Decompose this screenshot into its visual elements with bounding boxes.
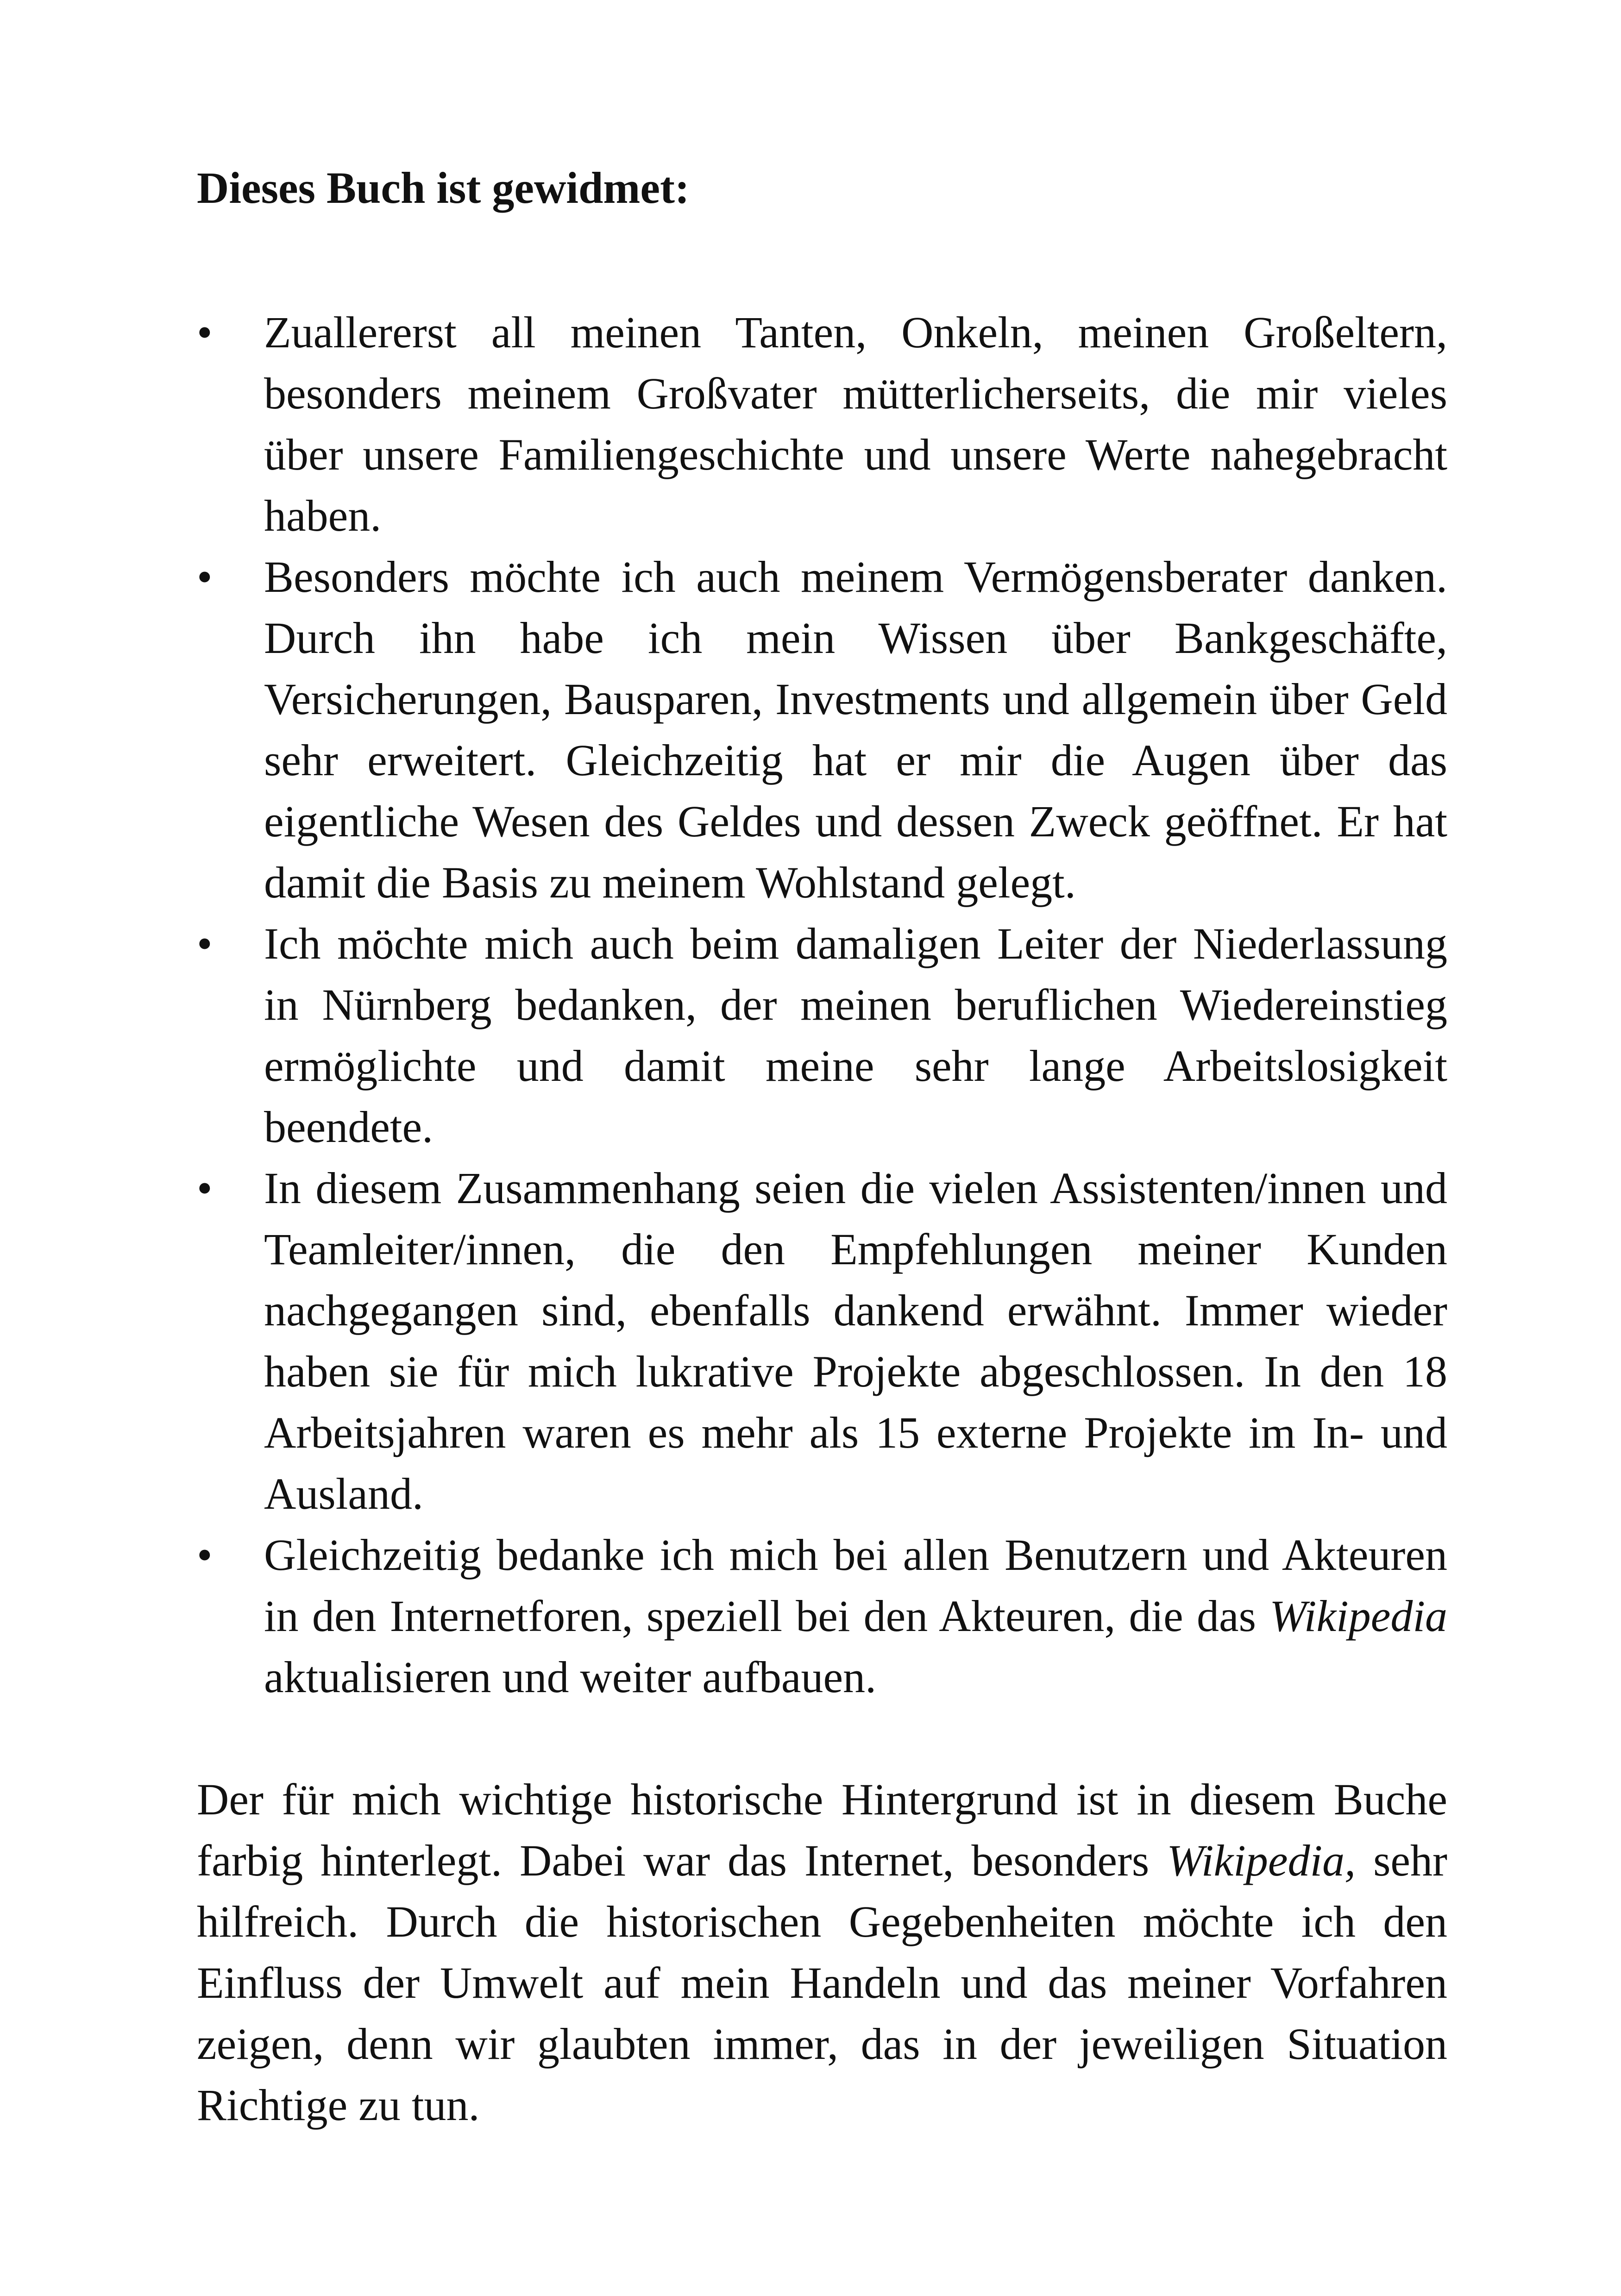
dedication-item-5 [197,1524,1447,1708]
dedication-text: Zuallererst all meinen Tanten, Onkeln, meinen Großeltern, besonders meinem Großvater mütterlicherseits, die mir vieles über unsere Familiengeschichte und unsere Werte nahegebracht haben. [264,307,1447,540]
dedication-italic-term: Wikipedia [1269,1591,1447,1641]
dedication-text: Besonders möchte ich auch meinem Vermögensberater danken. Durch ihn habe ich mein Wissen über Bankgeschäfte, Versicherungen, Bausparen, Investments und allgemein über Geld sehr erweitert. Gleichzeitig hat er mir die Augen über das eigentliche Wesen des Geldes und dessen Zweck geöffnet. Er hat damit die Basis zu meinem Wohlstand gelegt. [264,552,1447,907]
dedication-heading: Dieses Buch ist gewidmet: [197,163,690,213]
bullet-icon: • [197,919,213,968]
closing-italic-term: Wikipedia, [1167,1836,1356,1885]
dedication-item-3 [197,913,1447,1158]
dedication-text: aktualisieren und weiter aufbauen. [264,1652,877,1702]
dedication-item-2 [197,546,1447,913]
bullet-icon: • [197,1163,213,1213]
text-block [197,157,1447,2180]
dedication-list [197,302,1447,1708]
bullet-icon: • [197,552,213,602]
closing-text: sehr hilfreich. Durch die historischen Gegebenheiten möchte ich den Einfluss der Umwelt auf mein Handeln und das meiner Vorfahren zeigen, denn wir glaubten immer, das in der jeweiligen Situation Richtige zu tun. [197,1836,1448,2130]
bullet-icon: • [197,1530,213,1580]
dedication-text: In diesem Zusammenhang seien die vielen Assistenten/innen und Teamleiter/innen, die den Empfehlungen meiner Kunden nachgegangen sind, ebenfalls dankend erwähnt. Immer wieder haben sie für mich lukrative Projekte abgeschlossen. In den 18 Arbeitsjahren waren es mehr als 15 externe Projekte im In- und Ausland. [264,1163,1447,1518]
dedication-text: Ich möchte mich auch beim damaligen Leiter der Niederlassung in Nürnberg bedanken, der meinen beruflichen Wiedereinstieg ermöglichte und damit meine sehr lange Arbeitslosigkeit beendete. [264,919,1447,1152]
dedication-item-1 [197,302,1447,546]
closing-text: Der für mich wichtige historische Hintergrund ist in diesem Buche farbig hinterlegt. Dabei war das Internet, besonders [197,1775,1447,1885]
dedication-text: Gleichzeitig bedanke ich mich bei allen Benutzern und Akteuren in den Internetforen, speziell bei den Akteuren, die das [264,1530,1447,1641]
bullet-icon: • [197,307,213,357]
closing-paragraph [197,1769,1447,2136]
dedication-item-4 [197,1158,1447,1524]
